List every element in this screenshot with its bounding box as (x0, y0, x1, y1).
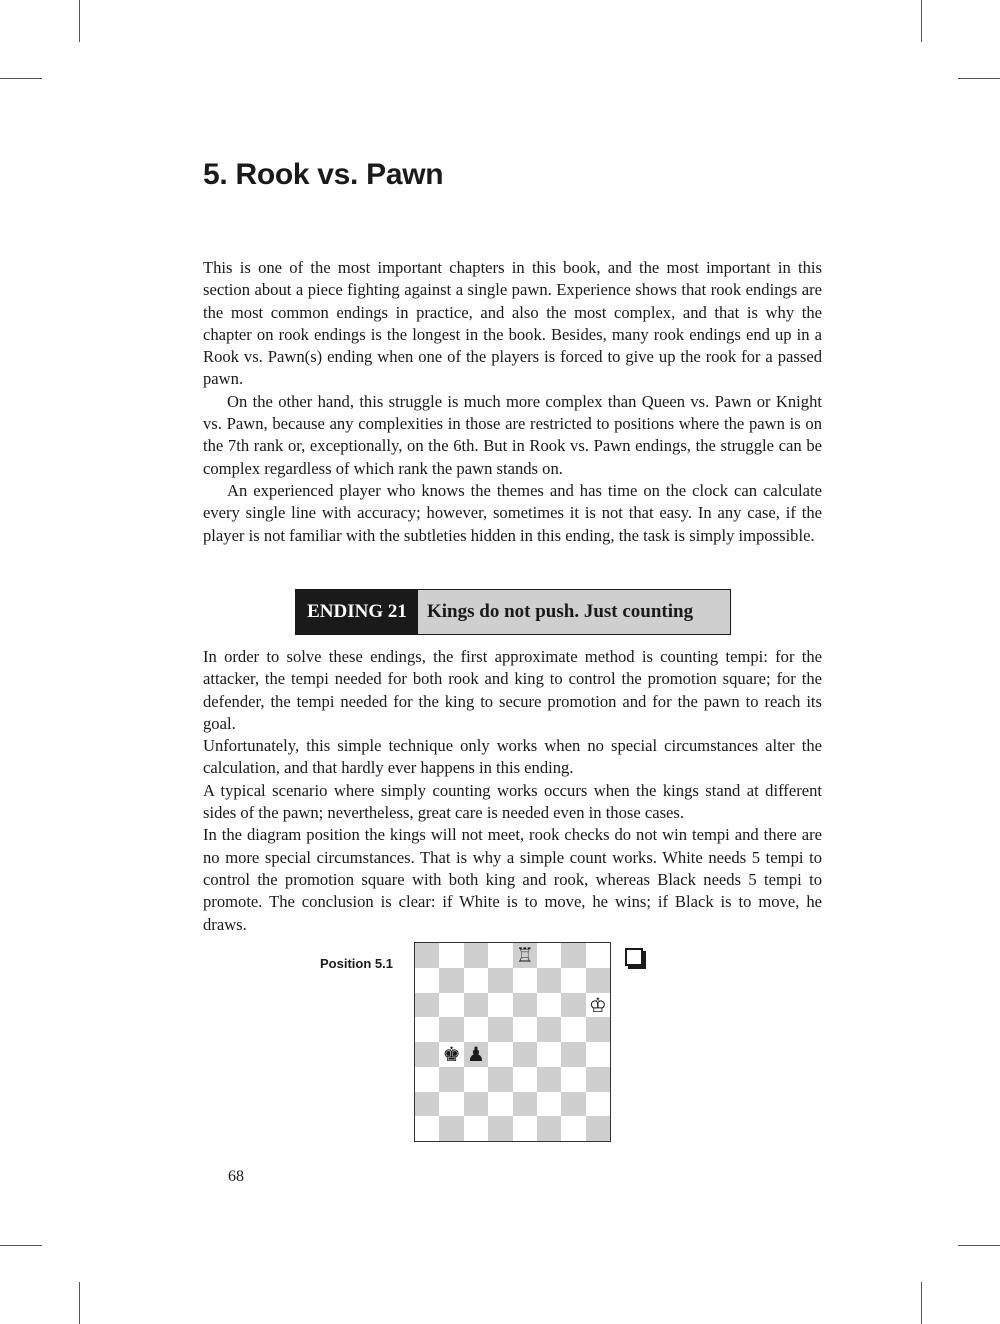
square-h8 (586, 943, 610, 968)
crop-mark (958, 78, 1000, 79)
square-a8 (415, 943, 439, 968)
paragraph: In the diagram position the kings will not meet, rook checks do not win tempi and there are no more special circumstances. That is why a simple count works. White needs 5 tempi to control the promotion square with both king and rook, whereas Black needs 5 tempi to promote. The conclusion is clear: if White is to move, he wins; if Black is to move, he draws. (203, 825, 822, 934)
square-b5 (439, 1017, 463, 1042)
square-g2 (561, 1092, 585, 1117)
square-d7 (488, 968, 512, 993)
chapter-title: 5. Rook vs. Pawn (203, 158, 444, 191)
square-h3 (586, 1067, 610, 1092)
square-a6 (415, 993, 439, 1018)
ending-text (203, 646, 822, 936)
crop-mark (79, 1282, 80, 1324)
square-a5 (415, 1017, 439, 1042)
square-h6 (586, 993, 610, 1018)
square-g4 (561, 1042, 585, 1067)
square-c3 (464, 1067, 488, 1092)
square-c6 (464, 993, 488, 1018)
square-d6 (488, 993, 512, 1018)
position-label: Position 5.1 (320, 956, 393, 971)
square-f6 (537, 993, 561, 1018)
square-h7 (586, 968, 610, 993)
crop-mark (921, 1282, 922, 1324)
square-d1 (488, 1116, 512, 1141)
square-h2 (586, 1092, 610, 1117)
square-b2 (439, 1092, 463, 1117)
square-g8 (561, 943, 585, 968)
white-rook-icon: ♖ (515, 943, 534, 968)
paragraph: A typical scenario where simply counting works occurs when the kings stand at different sides of the pawn; nevertheless, great care is needed even in those cases. (203, 780, 822, 823)
square-a3 (415, 1067, 439, 1092)
square-c8 (464, 943, 488, 968)
page-number: 68 (228, 1168, 244, 1185)
square-d5 (488, 1017, 512, 1042)
crop-mark (0, 78, 42, 79)
square-g7 (561, 968, 585, 993)
square-d8 (488, 943, 512, 968)
square-c5 (464, 1017, 488, 1042)
square-e8 (513, 943, 537, 968)
square-c1 (464, 1116, 488, 1141)
crop-mark (958, 1245, 1000, 1246)
square-d4 (488, 1042, 512, 1067)
square-b4 (439, 1042, 463, 1067)
crop-mark (921, 0, 922, 42)
square-f2 (537, 1092, 561, 1117)
square-e1 (513, 1116, 537, 1141)
paragraph: On the other hand, this struggle is much more complex than Queen vs. Pawn or Knight vs. Pawn, because any complexities in those are restricted to positions where the pawn is on the 7th rank or, exceptionally, on the 6th. But in Rook vs. Pawn endings, the struggle can be complex regardless of which rank the pawn stands on. (203, 391, 822, 478)
ending-label: ENDING 21 (296, 590, 418, 634)
square-a1 (415, 1116, 439, 1141)
paragraph: An experienced player who knows the themes and has time on the clock can calculate every single line with accuracy; however, sometimes it is not that easy. In any case, if the player is not familiar with the subtleties hidden in this ending, the task is simply impossible. (203, 480, 822, 545)
square-b7 (439, 968, 463, 993)
square-f1 (537, 1116, 561, 1141)
black-pawn-icon: ♟ (466, 1042, 485, 1067)
square-f4 (537, 1042, 561, 1067)
square-b8 (439, 943, 463, 968)
square-f5 (537, 1017, 561, 1042)
square-g6 (561, 993, 585, 1018)
square-d3 (488, 1067, 512, 1092)
square-e4 (513, 1042, 537, 1067)
chess-diagram (414, 942, 611, 1142)
square-e7 (513, 968, 537, 993)
square-e3 (513, 1067, 537, 1092)
square-c2 (464, 1092, 488, 1117)
square-f7 (537, 968, 561, 993)
square-b1 (439, 1116, 463, 1141)
crop-mark (79, 0, 80, 42)
black-king-icon: ♚ (442, 1042, 461, 1067)
square-c4 (464, 1042, 488, 1067)
square-a2 (415, 1092, 439, 1117)
square-h4 (586, 1042, 610, 1067)
square-a4 (415, 1042, 439, 1067)
white-king-icon: ♔ (588, 992, 607, 1017)
white-to-move-square-icon (625, 948, 643, 966)
paragraph: In order to solve these endings, the first approximate method is counting tempi: for the attacker, the tempi needed for both rook and king to control the promotion square; for the defender, the tempi needed for the king to secure promotion and for the pawn to reach its goal. (203, 647, 822, 733)
square-d2 (488, 1092, 512, 1117)
paragraph: Unfortunately, this simple technique only works when no special circumstances alter the calculation, and that hardly ever happens in this ending. (203, 736, 822, 778)
square-e6 (513, 993, 537, 1018)
square-e5 (513, 1017, 537, 1042)
square-g3 (561, 1067, 585, 1092)
square-h5 (586, 1017, 610, 1042)
ending-title: Kings do not push. Just counting (418, 590, 730, 634)
square-a7 (415, 968, 439, 993)
square-f8 (537, 943, 561, 968)
square-c7 (464, 968, 488, 993)
ending-header (295, 589, 731, 635)
square-f3 (537, 1067, 561, 1092)
intro-text (203, 257, 822, 547)
paragraph: This is one of the most important chapters in this book, and the most important in this section about a piece fighting against a single pawn. Experience shows that rook endings are the most common endings in practice, and also the most complex, and that is why the chapter on rook endings is the longest in the book. Besides, many rook endings end up in a Rook vs. Pawn(s) ending when one of the players is forced to give up the rook for a passed pawn. (203, 258, 822, 389)
square-g5 (561, 1017, 585, 1042)
square-g1 (561, 1116, 585, 1141)
square-b3 (439, 1067, 463, 1092)
square-e2 (513, 1092, 537, 1117)
square-h1 (586, 1116, 610, 1141)
crop-mark (0, 1245, 42, 1246)
square-b6 (439, 993, 463, 1018)
